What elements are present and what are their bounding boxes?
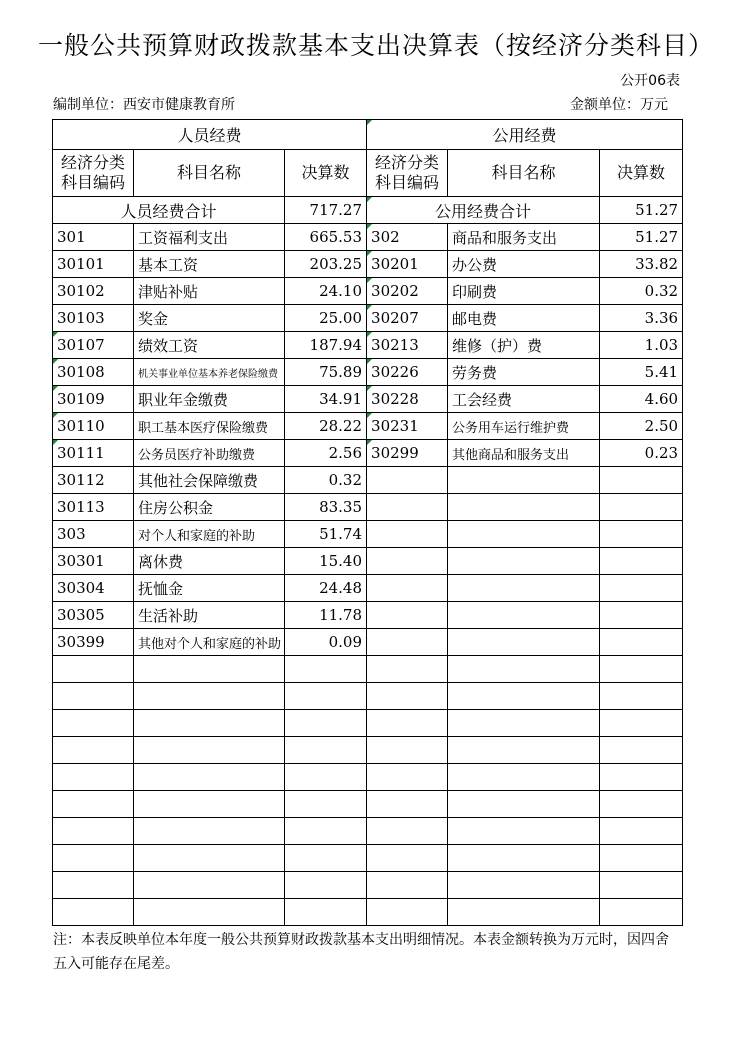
amount-unit: 金额单位：万元 [570,97,668,113]
cell-right-amount [600,872,683,899]
table-row [53,602,683,629]
group-header-row [53,120,683,150]
cell-right-code: 30226 [367,359,448,386]
total-row [53,197,683,224]
expenditure-table [52,119,683,926]
table-row [53,359,683,386]
cell-left-code: 30112 [53,467,134,494]
cell-left-name: 生活补助 [134,602,285,629]
cell-left-code: 30109 [53,386,134,413]
cell-left-amount: 51.74 [285,521,367,548]
cell-left-code [53,899,134,926]
cell-left-name: 职业年金缴费 [134,386,285,413]
footnote: 注：本表反映单位本年度一般公共预算财政拨款基本支出明细情况。本表金额转换为万元时，因四舍五入可能存在尾差。 [53,932,669,972]
table-row [53,764,683,791]
cell-left-amount: 187.94 [285,332,367,359]
cell-right-name [448,710,600,737]
cell-right-code [367,521,448,548]
table-row [53,224,683,251]
cell-left-amount [285,845,367,872]
cell-right-code [367,656,448,683]
cell-left-name [134,656,285,683]
table-row [53,899,683,926]
cell-left-code [53,683,134,710]
cell-left-name [134,683,285,710]
cell-right-code [367,899,448,926]
cell-right-amount: 33.82 [600,251,683,278]
cell-right-amount: 1.03 [600,332,683,359]
cell-left-code: 30103 [53,305,134,332]
table-row [53,440,683,467]
cell-right-name [448,602,600,629]
cell-right-amount [600,899,683,926]
cell-left-code: 30301 [53,548,134,575]
cell-left-name [134,791,285,818]
cell-right-amount: 5.41 [600,359,683,386]
table-row [53,818,683,845]
cell-right-amount [600,764,683,791]
cell-right-name [448,548,600,575]
cell-left-amount [285,683,367,710]
cell-right-name: 邮电费 [448,305,600,332]
cell-left-amount: 665.53 [285,224,367,251]
cell-left-name [134,710,285,737]
cell-right-code: 30228 [367,386,448,413]
cell-right-code [367,575,448,602]
table-row [53,791,683,818]
cell-left-name [134,737,285,764]
cell-left-code [53,710,134,737]
cell-left-name: 工资福利支出 [134,224,285,251]
cell-left-amount [285,656,367,683]
cell-left-amount: 24.10 [285,278,367,305]
cell-right-name [448,737,600,764]
cell-right-name [448,683,600,710]
cell-left-code: 303 [53,521,134,548]
cell-right-name: 劳务费 [448,359,600,386]
cell-left-code [53,872,134,899]
cell-left-amount: 0.32 [285,467,367,494]
cell-right-amount [600,602,683,629]
cell-right-code [367,629,448,656]
cell-left-amount [285,791,367,818]
cell-right-name [448,791,600,818]
cell-right-code [367,872,448,899]
table-row [53,683,683,710]
cell-left-amount: 203.25 [285,251,367,278]
cell-right-name: 印刷费 [448,278,600,305]
cell-right-code: 30201 [367,251,448,278]
reporting-unit: 编制单位：西安市健康教育所 [53,97,235,113]
cell-right-name [448,818,600,845]
cell-left-name: 基本工资 [134,251,285,278]
col-amount-header-left: 决算数 [285,150,367,197]
cell-right-name: 工会经费 [448,386,600,413]
cell-left-name: 其他对个人和家庭的补助 [134,629,285,656]
col-code-header-right [367,150,448,197]
cell-left-name [134,845,285,872]
table-row [53,521,683,548]
cell-left-name: 绩效工资 [134,332,285,359]
cell-right-code [367,764,448,791]
cell-right-amount: 3.36 [600,305,683,332]
cell-left-amount: 0.09 [285,629,367,656]
table-row [53,251,683,278]
cell-left-name: 公务员医疗补助缴费 [134,440,285,467]
cell-right-name [448,629,600,656]
table-row [53,494,683,521]
cell-right-amount [600,656,683,683]
cell-right-name: 维修（护）费 [448,332,600,359]
cell-right-code [367,683,448,710]
cell-left-code: 30399 [53,629,134,656]
total-public-label: 公用经费合计 [367,197,600,224]
cell-right-name [448,899,600,926]
cell-left-name: 津贴补贴 [134,278,285,305]
col-code-text: 经济分类科目编码 [60,153,125,192]
cell-right-name [448,575,600,602]
group-public-header: 公用经费 [367,120,683,150]
cell-left-amount: 83.35 [285,494,367,521]
cell-left-amount: 25.00 [285,305,367,332]
col-name-header-left: 科目名称 [134,150,285,197]
cell-left-code: 301 [53,224,134,251]
cell-right-code: 302 [367,224,448,251]
cell-right-code [367,818,448,845]
cell-left-name: 机关事业单位基本养老保险缴费 [134,359,285,386]
cell-left-code [53,845,134,872]
cell-left-code: 30304 [53,575,134,602]
table-row [53,278,683,305]
cell-right-amount [600,737,683,764]
cell-left-code: 30107 [53,332,134,359]
cell-right-amount [600,683,683,710]
cell-left-name: 奖金 [134,305,285,332]
cell-left-name: 其他社会保障缴费 [134,467,285,494]
cell-left-code: 30305 [53,602,134,629]
cell-left-amount [285,818,367,845]
cell-left-name [134,818,285,845]
table-body [53,120,683,926]
cell-right-name [448,872,600,899]
table-row [53,629,683,656]
cell-right-code [367,548,448,575]
cell-left-code: 30113 [53,494,134,521]
cell-left-code [53,764,134,791]
table-row [53,845,683,872]
cell-left-code [53,737,134,764]
cell-left-code: 30110 [53,413,134,440]
cell-right-name [448,764,600,791]
cell-left-code [53,656,134,683]
cell-left-amount: 75.89 [285,359,367,386]
cell-left-code [53,791,134,818]
cell-left-name [134,872,285,899]
cell-left-amount [285,764,367,791]
cell-right-amount [600,845,683,872]
cell-left-amount [285,872,367,899]
cell-left-name [134,899,285,926]
cell-right-code [367,710,448,737]
cell-right-name [448,494,600,521]
cell-left-code: 30101 [53,251,134,278]
cell-left-name [134,764,285,791]
cell-right-code [367,845,448,872]
cell-left-name: 住房公积金 [134,494,285,521]
cell-right-amount [600,710,683,737]
cell-right-code: 30207 [367,305,448,332]
table-row [53,386,683,413]
cell-left-name: 对个人和家庭的补助 [134,521,285,548]
cell-right-name: 办公费 [448,251,600,278]
cell-right-name: 其他商品和服务支出 [448,440,600,467]
table-row [53,656,683,683]
cell-right-amount: 51.27 [600,224,683,251]
table-row [53,710,683,737]
group-personnel-header: 人员经费 [53,120,367,150]
page-title: 一般公共预算财政拨款基本支出决算表（按经济分类科目） [37,31,714,60]
cell-right-code: 30299 [367,440,448,467]
col-code-text: 经济分类科目编码 [375,153,440,192]
table-row [53,305,683,332]
cell-right-amount [600,629,683,656]
cell-right-name [448,467,600,494]
cell-left-amount: 28.22 [285,413,367,440]
cell-left-name: 职工基本医疗保险缴费 [134,413,285,440]
cell-left-code: 30108 [53,359,134,386]
cell-left-name: 离休费 [134,548,285,575]
cell-right-name [448,521,600,548]
total-public-value: 51.27 [600,197,683,224]
table-row [53,467,683,494]
cell-right-name: 商品和服务支出 [448,224,600,251]
cell-right-code [367,791,448,818]
column-header-row [53,150,683,197]
table-row [53,575,683,602]
cell-right-code [367,737,448,764]
cell-right-amount [600,521,683,548]
cell-left-amount: 15.40 [285,548,367,575]
cell-left-code: 30102 [53,278,134,305]
cell-left-amount: 11.78 [285,602,367,629]
table-row [53,413,683,440]
cell-right-name: 公务用车运行维护费 [448,413,600,440]
cell-right-amount [600,467,683,494]
cell-right-code [367,467,448,494]
cell-right-amount [600,494,683,521]
table-row [53,737,683,764]
table-row [53,548,683,575]
cell-right-code: 30202 [367,278,448,305]
cell-left-amount [285,737,367,764]
total-personnel-label: 人员经费合计 [53,197,285,224]
cell-left-name: 抚恤金 [134,575,285,602]
cell-right-amount: 4.60 [600,386,683,413]
cell-right-name [448,845,600,872]
cell-left-amount: 24.48 [285,575,367,602]
col-amount-header-right: 决算数 [600,150,683,197]
cell-right-code: 30213 [367,332,448,359]
cell-right-amount [600,818,683,845]
cell-right-amount: 0.23 [600,440,683,467]
cell-right-amount: 2.50 [600,413,683,440]
cell-left-amount: 34.91 [285,386,367,413]
form-number: 公开06表 [620,73,680,89]
col-name-header-right: 科目名称 [448,150,600,197]
cell-right-code: 30231 [367,413,448,440]
cell-left-amount: 2.56 [285,440,367,467]
cell-right-amount [600,791,683,818]
cell-right-code [367,602,448,629]
cell-left-amount [285,899,367,926]
cell-right-amount: 0.32 [600,278,683,305]
cell-right-amount [600,575,683,602]
cell-left-amount [285,710,367,737]
total-personnel-value: 717.27 [285,197,367,224]
cell-right-amount [600,548,683,575]
cell-left-code [53,818,134,845]
cell-right-name [448,656,600,683]
col-code-header-left [53,150,134,197]
cell-left-code: 30111 [53,440,134,467]
table-row [53,872,683,899]
table-row [53,332,683,359]
cell-right-code [367,494,448,521]
